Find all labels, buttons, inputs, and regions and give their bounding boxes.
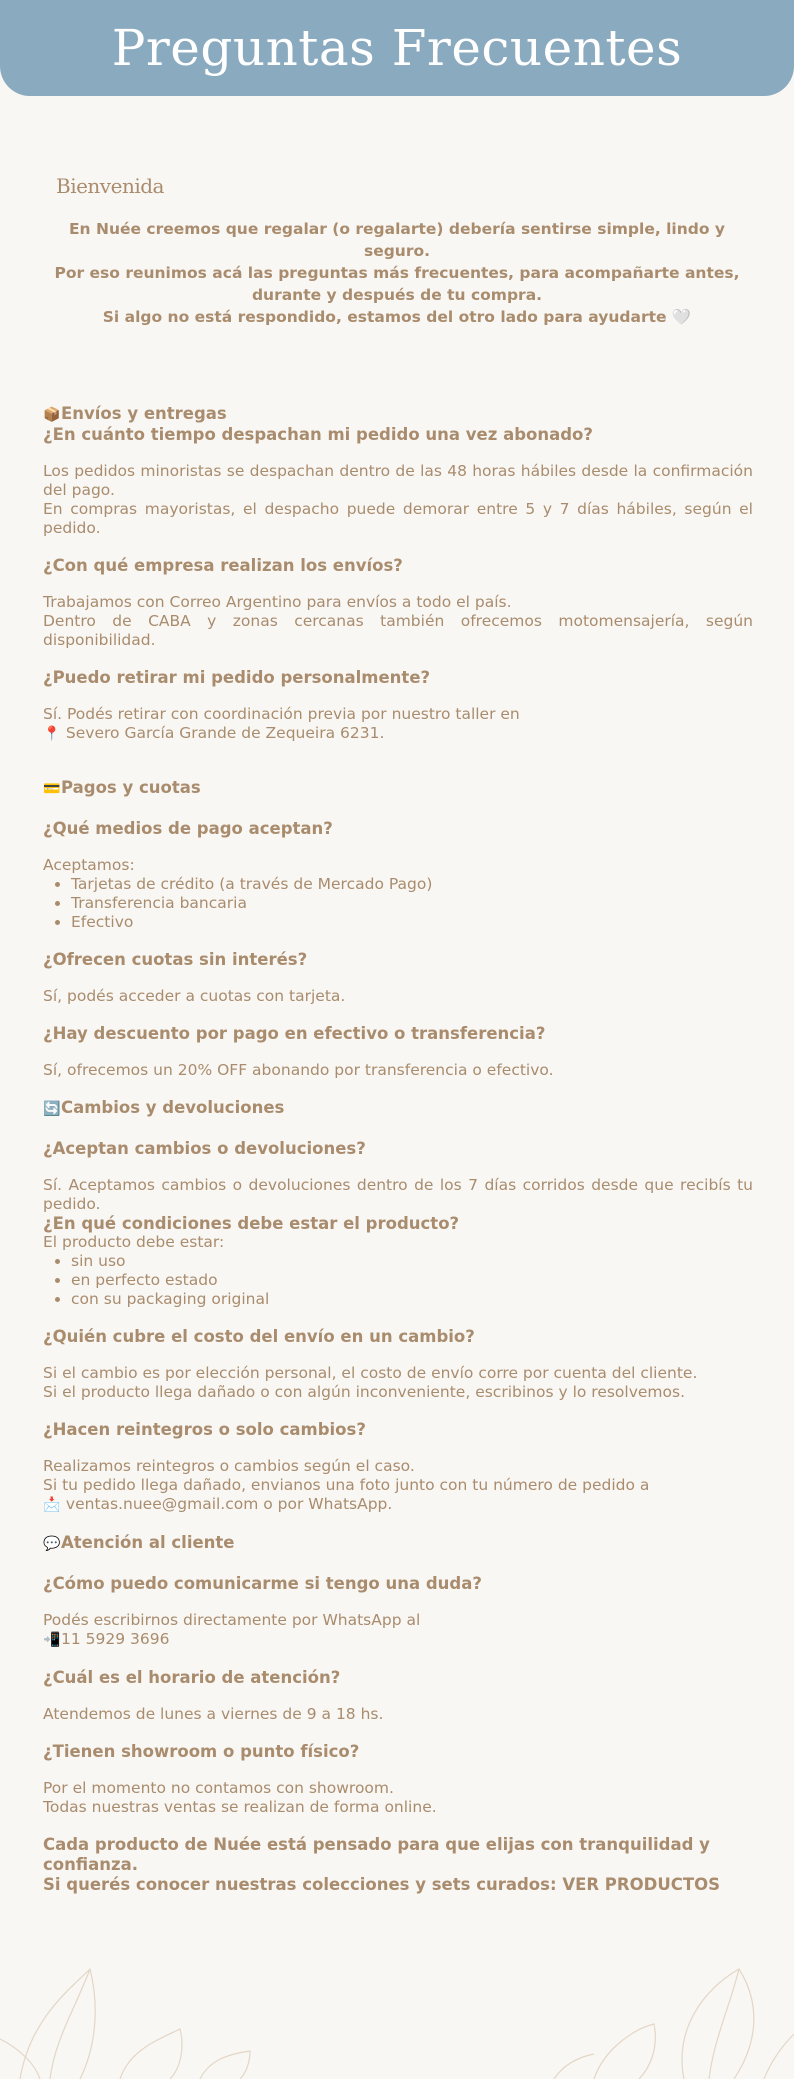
faq-answer: Realizamos reintegros o cambios según el caso. Si tu pedido llega dañado, envianos una foto junto con tu número de pedido a 📩 ventas.nuee@gmail.com o por WhatsApp. (43, 1457, 650, 1513)
faq-question: ¿Ofrecen cuotas sin interés? (43, 950, 308, 969)
list-item: • Efectivo (71, 913, 753, 932)
faq-answer: Si el cambio es por elección personal, el costo de envío corre por cuenta del cliente. Si el producto llega dañado o con algún inconveniente, escribinos y lo resolvemos. (43, 1364, 698, 1401)
faq-answer: Aceptamos: • Tarjetas de crédito (a través de Mercado Pago) • Transferencia bancaria • Efectivo (43, 856, 753, 932)
faq-answer: Podés escribirnos directamente por WhatsApp al 📲11 5929 3696 (43, 1611, 421, 1648)
conditions-list (43, 1252, 753, 1309)
faq-answer: Trabajamos con Correo Argentino para envíos a todo el país. Dentro de CABA y zonas cercanas también ofrecemos motomensajería, según disponibilidad. (43, 593, 753, 649)
see-products-link[interactable]: VER PRODUCTOS (562, 1875, 720, 1894)
list-item: • en perfecto estado (71, 1271, 753, 1290)
welcome-title: Bienvenida (56, 174, 164, 198)
faq-question: ¿Puedo retirar mi pedido personalmente? (43, 668, 431, 687)
credit-card-icon: 💳 (43, 781, 61, 797)
faq-answer: Atendemos de lunes a viernes de 9 a 18 hs. (43, 1705, 384, 1723)
intro-line: En Nuée creemos que regalar (o regalarte) debería sentirse simple, lindo y seguro. (68, 220, 726, 260)
faq-question: ¿En qué condiciones debe estar el producto? (43, 1214, 460, 1233)
faq-answer: Sí, ofrecemos un 20% OFF abonando por transferencia o efectivo. (43, 1061, 554, 1079)
faq-question: ¿Qué medios de pago aceptan? (43, 819, 333, 838)
list-item: • Transferencia bancaria (71, 894, 753, 913)
payment-methods-list (43, 875, 753, 932)
faq-question: ¿Tienen showroom o punto físico? (43, 1742, 360, 1761)
list-item: • Tarjetas de crédito (a través de Mercado Pago) (71, 875, 753, 894)
floral-decoration-left (0, 1929, 300, 2079)
faq-answer: Sí. Aceptamos cambios o devoluciones dentro de los 7 días corridos desde que recibís tu pedido. (43, 1176, 753, 1213)
page-header (0, 0, 794, 96)
faq-answer: Por el momento no contamos con showroom. Todas nuestras ventas se realizan de forma online. (43, 1779, 437, 1816)
floral-decoration-right (534, 1929, 794, 2079)
faq-question: ¿Hay descuento por pago en efectivo o transferencia? (43, 1024, 546, 1043)
intro-line: Por eso reunimos acá las preguntas más frecuentes, para acompañarte antes, (54, 264, 740, 282)
section-heading-shipping: 📦Envíos y entregas (43, 404, 227, 423)
faq-question: ¿Cuál es el horario de atención? (43, 1668, 341, 1687)
section-heading-returns: 🔄Cambios y devoluciones (43, 1098, 285, 1117)
closing-message: Cada producto de Nuée está pensado para que elijas con tranquilidad y confianza. Si querés conocer nuestras colecciones y sets curados: VER PRODUCTOS (43, 1835, 720, 1894)
intro-line: durante y después de tu compra. (251, 286, 543, 304)
faq-question: ¿En cuánto tiempo despachan mi pedido una vez abonado? (43, 425, 593, 444)
refresh-icon: 🔄 (43, 1101, 61, 1117)
welcome-intro (40, 218, 754, 328)
package-icon: 📦 (43, 407, 61, 423)
faq-answer: El producto debe estar: • sin uso • en perfecto estado • con su packaging original (43, 1233, 753, 1309)
faq-question: ¿Hacen reintegros o solo cambios? (43, 1420, 366, 1439)
speech-bubble-icon: 💬 (43, 1536, 61, 1552)
pin-icon: 📍 (43, 726, 61, 742)
phone-icon: 📲 (43, 1632, 61, 1648)
section-heading-payments: 💳Pagos y cuotas (43, 778, 201, 797)
email-link[interactable]: ventas.nuee@gmail.com o por WhatsApp. (61, 1495, 393, 1513)
faq-content (43, 404, 753, 1895)
section-heading-support: 💬Atención al cliente (43, 1533, 235, 1552)
faq-answer: Sí. Podés retirar con coordinación previa por nuestro taller en 📍 Severo García Grande de Zequeira 6231. (43, 705, 520, 742)
faq-question: ¿Aceptan cambios o devoluciones? (43, 1139, 366, 1158)
faq-answer: Sí, podés acceder a cuotas con tarjeta. (43, 987, 346, 1005)
list-item: • con su packaging original (71, 1290, 753, 1309)
faq-question: ¿Con qué empresa realizan los envíos? (43, 556, 403, 575)
intro-line: Si algo no está respondido, estamos del otro lado para ayudarte 🤍 (102, 308, 692, 326)
faq-answer: Los pedidos minoristas se despachan dentro de las 48 horas hábiles desde la confirmación del pago. En compras mayoristas, el despacho puede demorar entre 5 y 7 días hábiles, según el pedido. (43, 462, 753, 537)
list-item: • sin uso (71, 1252, 753, 1271)
faq-question: ¿Quién cubre el costo del envío en un cambio? (43, 1327, 475, 1346)
faq-question: ¿Cómo puedo comunicarme si tengo una duda? (43, 1574, 482, 1593)
page-title: Preguntas Frecuentes (111, 19, 683, 77)
whatsapp-number[interactable]: 11 5929 3696 (61, 1630, 170, 1648)
mail-icon: 📩 (43, 1497, 61, 1513)
